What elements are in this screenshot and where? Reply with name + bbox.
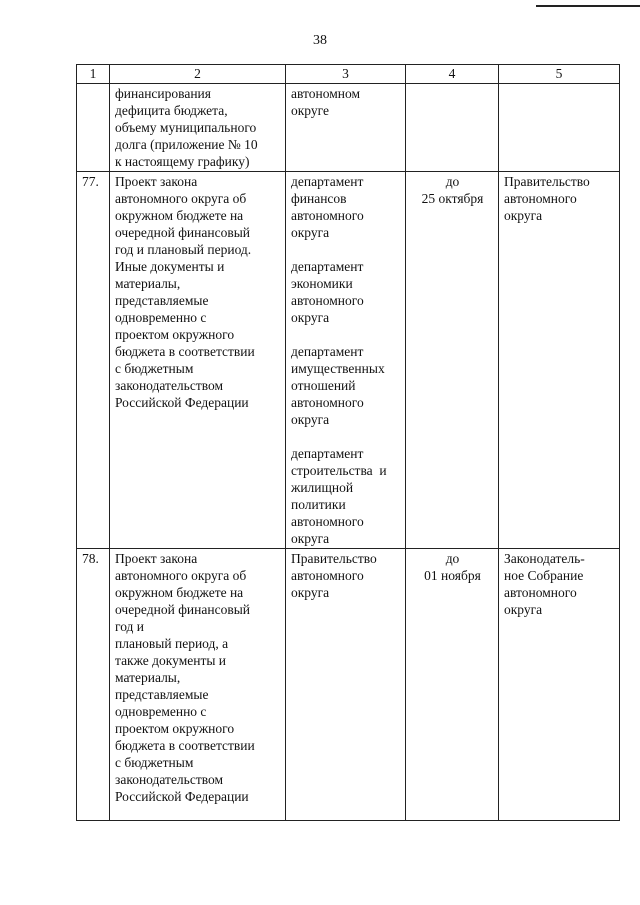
- description-line: проектом окружного: [115, 327, 235, 342]
- responsible-line: автономного: [291, 568, 364, 583]
- description-line: Иные документы и: [115, 259, 225, 274]
- description-cell: [110, 549, 286, 821]
- description-line: дефицита бюджета,: [115, 103, 228, 118]
- row-number-cell: 78.: [77, 549, 110, 821]
- recipient-cell: [499, 172, 620, 549]
- row-number-cell: 77.: [77, 172, 110, 549]
- recipient-line: ное Собрание: [504, 568, 584, 583]
- description-line: материалы,: [115, 276, 181, 291]
- responsible-department-construction: [291, 445, 401, 547]
- responsible-line: автономного: [291, 514, 364, 529]
- column-header-4: 4: [406, 65, 499, 84]
- recipient-line: округа: [504, 602, 543, 617]
- responsible-line: финансов: [291, 191, 347, 206]
- recipient-line: автономного: [504, 191, 577, 206]
- responsible-line: департамент: [291, 259, 364, 274]
- description-line: к настоящему графику): [115, 154, 250, 169]
- responsible-line: строительства и: [291, 463, 387, 478]
- description-line: законодательством: [115, 378, 224, 393]
- responsible-line: автономного: [291, 208, 364, 223]
- responsible-line: Правительство: [291, 551, 377, 566]
- recipient-line: округа: [504, 208, 543, 223]
- responsible-line: округа: [291, 585, 330, 600]
- description-line: проектом окружного: [115, 721, 235, 736]
- responsible-line: округа: [291, 412, 330, 427]
- deadline-line: 01 ноября: [424, 568, 481, 583]
- deadline-line: до: [445, 174, 460, 189]
- description-line: одновременно с: [115, 704, 207, 719]
- description-line: одновременно с: [115, 310, 207, 325]
- column-header-3: 3: [286, 65, 406, 84]
- table-row-77: [77, 172, 620, 549]
- responsible-cell: [286, 84, 406, 172]
- column-header-5: 5: [499, 65, 620, 84]
- recipient-line: Законодатель-: [504, 551, 585, 566]
- deadline-cell: [406, 549, 499, 821]
- schedule-table: [76, 64, 620, 821]
- table-row-continuation: [77, 84, 620, 172]
- responsible-line: политики: [291, 497, 346, 512]
- row-number-cell: [77, 84, 110, 172]
- description-line: плановый период, а: [115, 636, 229, 651]
- description-line: год и плановый период.: [115, 242, 252, 257]
- responsible-line: автономном: [291, 86, 361, 101]
- responsible-line: автономного: [291, 293, 364, 308]
- responsible-line: департамент: [291, 344, 364, 359]
- description-line: материалы,: [115, 670, 181, 685]
- description-line: бюджета в соответствии: [115, 344, 255, 359]
- responsible-department-economy: [291, 258, 401, 326]
- column-header-1: 1: [77, 65, 110, 84]
- description-line: Проект закона: [115, 551, 198, 566]
- description-line: законодательством: [115, 772, 224, 787]
- description-line: с бюджетным: [115, 755, 194, 770]
- description-line: окружном бюджете на: [115, 585, 244, 600]
- header-row: [77, 65, 620, 84]
- responsible-line: округа: [291, 531, 330, 546]
- column-header-2: 2: [110, 65, 286, 84]
- description-line: финансирования: [115, 86, 211, 101]
- recipient-line: автономного: [504, 585, 577, 600]
- responsible-department-finance: [291, 173, 401, 241]
- top-rule: [536, 5, 640, 7]
- description-line: с бюджетным: [115, 361, 194, 376]
- recipient-cell: [499, 84, 620, 172]
- description-line: окружном бюджете на: [115, 208, 244, 223]
- responsible-line: округе: [291, 103, 329, 118]
- description-line: представляемые: [115, 293, 209, 308]
- responsible-line: имущественных: [291, 361, 385, 376]
- description-line: очередной финансовый: [115, 602, 251, 617]
- responsible-line: жилищной: [291, 480, 354, 495]
- responsible-line: округа: [291, 225, 330, 240]
- responsible-line: департамент: [291, 446, 364, 461]
- description-line: Проект закона: [115, 174, 198, 189]
- table-row-78: [77, 549, 620, 821]
- responsible-line: экономики: [291, 276, 353, 291]
- responsible-line: округа: [291, 310, 330, 325]
- responsible-cell: [286, 549, 406, 821]
- description-line: автономного округа об: [115, 191, 247, 206]
- recipient-line: Правительство: [504, 174, 590, 189]
- description-line: Российской Федерации: [115, 789, 249, 804]
- description-line: очередной финансовый: [115, 225, 251, 240]
- description-line: объему муниципального: [115, 120, 257, 135]
- deadline-cell: [406, 84, 499, 172]
- description-line: Российской Федерации: [115, 395, 249, 410]
- deadline-cell: [406, 172, 499, 549]
- responsible-line: отношений: [291, 378, 356, 393]
- page-number: 38: [313, 33, 327, 48]
- description-line: год и: [115, 619, 145, 634]
- description-line: автономного округа об: [115, 568, 247, 583]
- responsible-department-property: [291, 343, 401, 428]
- description-line: бюджета в соответствии: [115, 738, 255, 753]
- description-cell: [110, 172, 286, 549]
- responsible-line: департамент: [291, 174, 364, 189]
- description-line: также документы и: [115, 653, 227, 668]
- description-line: представляемые: [115, 687, 209, 702]
- description-cell: [110, 84, 286, 172]
- deadline-line: 25 октября: [421, 191, 484, 206]
- recipient-cell: [499, 549, 620, 821]
- description-line: долга (приложение № 10: [115, 137, 258, 152]
- responsible-cell: [286, 172, 406, 549]
- deadline-line: до: [445, 551, 460, 566]
- responsible-line: автономного: [291, 395, 364, 410]
